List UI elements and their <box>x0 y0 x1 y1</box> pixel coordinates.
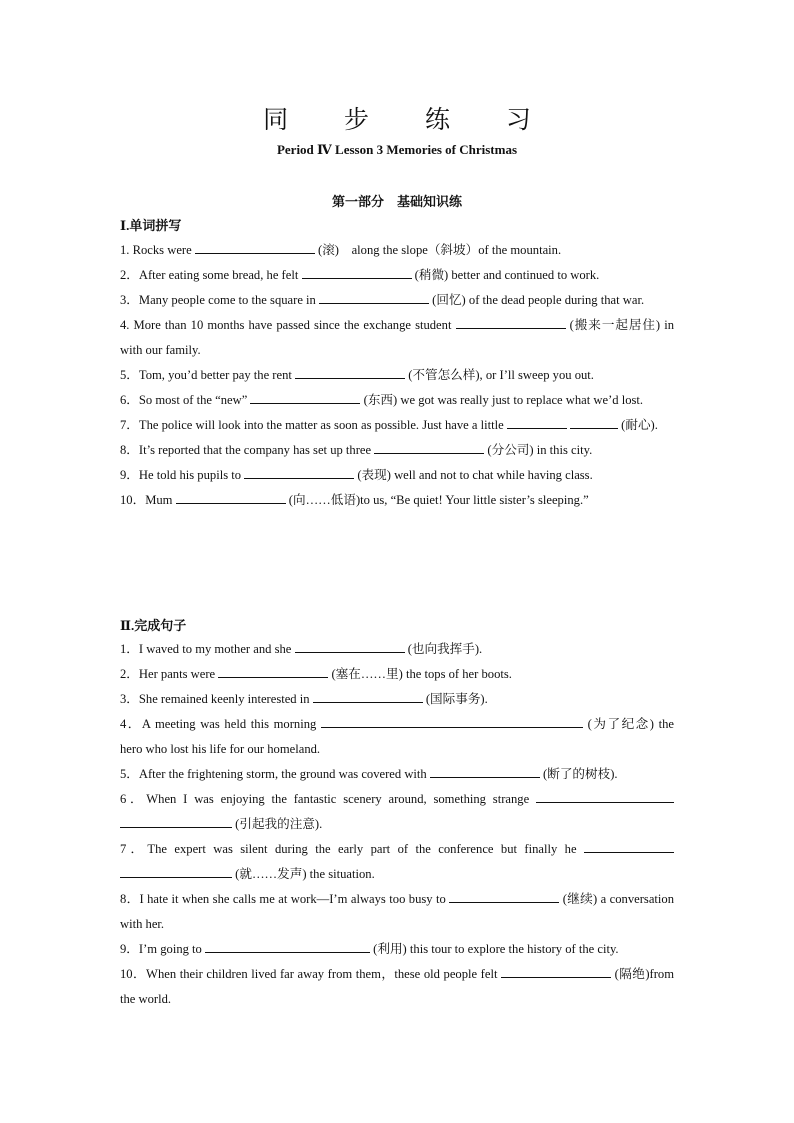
answer-blank[interactable] <box>302 266 412 279</box>
answer-blank[interactable] <box>176 491 286 504</box>
page-title: 同 步 练 习 <box>263 105 555 134</box>
question-item: 10．Mum (向……低语)to us, “Be quiet! Your little sister’s sleeping.” <box>120 493 589 507</box>
question-item: 5．After the frightening storm, the ground was covered with (断了的树枝). <box>120 767 618 781</box>
part-heading: 第一部分 基础知识练 <box>331 194 462 209</box>
question-item: 9．I’m going to (利用) this tour to explore the history of the city. <box>120 942 619 956</box>
answer-blank[interactable] <box>570 416 618 429</box>
answer-blank[interactable] <box>584 840 674 853</box>
question-item: 8．I hate it when she calls me at work—I’m always too busy to (继续) a conversation with her. <box>120 892 675 931</box>
question-item: 7．The expert was silent during the early part of the conference but finally he (就……发声) the situation. <box>120 837 674 887</box>
question-item: 3．She remained keenly interested in (国际事务). <box>120 692 488 706</box>
question-item: 2．Her pants were (塞在……里) the tops of her boots. <box>120 667 512 681</box>
answer-blank[interactable] <box>430 765 540 778</box>
question-item: 3．Many people come to the square in (回忆) of the dead people during that war. <box>120 293 645 307</box>
answer-blank[interactable] <box>295 640 405 653</box>
answer-blank[interactable] <box>501 965 611 978</box>
question-item: 4. More than 10 months have passed since the exchange student (搬来一起居住) in with our family. <box>120 318 675 357</box>
answer-blank[interactable] <box>120 865 232 878</box>
section2-list <box>120 637 674 1012</box>
question-item: 8．It’s reported that the company has set up three (分公司) in this city. <box>120 443 593 457</box>
answer-blank[interactable] <box>250 391 360 404</box>
question-item: 4．A meeting was held this morning (为了纪念) the hero who lost his life for our homeland. <box>120 717 675 756</box>
question-item: 6．When I was enjoying the fantastic scenery around, something strange (引起我的注意). <box>120 787 674 837</box>
answer-blank[interactable] <box>218 665 328 678</box>
answer-blank[interactable] <box>374 441 484 454</box>
question-item: 1．I waved to my mother and she (也向我挥手). <box>120 642 483 656</box>
answer-blank[interactable] <box>449 890 559 903</box>
answer-blank[interactable] <box>295 366 405 379</box>
answer-blank[interactable] <box>313 690 423 703</box>
answer-blank[interactable] <box>205 940 370 953</box>
section1-list <box>120 238 674 513</box>
question-item: 6．So most of the “new” (东西) we got was really just to replace what we’d lost. <box>120 393 644 407</box>
question-item: 7．The police will look into the matter as soon as possible. Just have a little (耐心). <box>120 418 658 432</box>
section2-heading: Ⅱ.完成句子 <box>120 618 187 633</box>
answer-blank[interactable] <box>321 715 583 728</box>
answer-blank[interactable] <box>195 241 315 254</box>
question-item: 1. Rocks were (滚) along the slope（斜坡）of the mountain. <box>120 243 562 257</box>
answer-blank[interactable] <box>319 291 429 304</box>
question-item: 2．After eating some bread, he felt (稍微) better and continued to work. <box>120 268 600 282</box>
answer-blank[interactable] <box>456 316 566 329</box>
lesson-subtitle: Period Ⅳ Lesson 3 Memories of Christmas <box>276 142 518 157</box>
section1-heading: Ⅰ.单词拼写 <box>120 218 182 233</box>
question-item: 5．Tom, you’d better pay the rent (不管怎么样), or I’ll sweep you out. <box>120 368 594 382</box>
answer-blank[interactable] <box>536 790 674 803</box>
question-item: 10．When their children lived far away from them，these old people felt (隔绝)from the world. <box>120 967 675 1006</box>
question-item: 9．He told his pupils to (表现) well and not to chat while having class. <box>120 468 593 482</box>
answer-blank[interactable] <box>244 466 354 479</box>
answer-blank[interactable] <box>507 416 567 429</box>
answer-blank[interactable] <box>120 815 232 828</box>
